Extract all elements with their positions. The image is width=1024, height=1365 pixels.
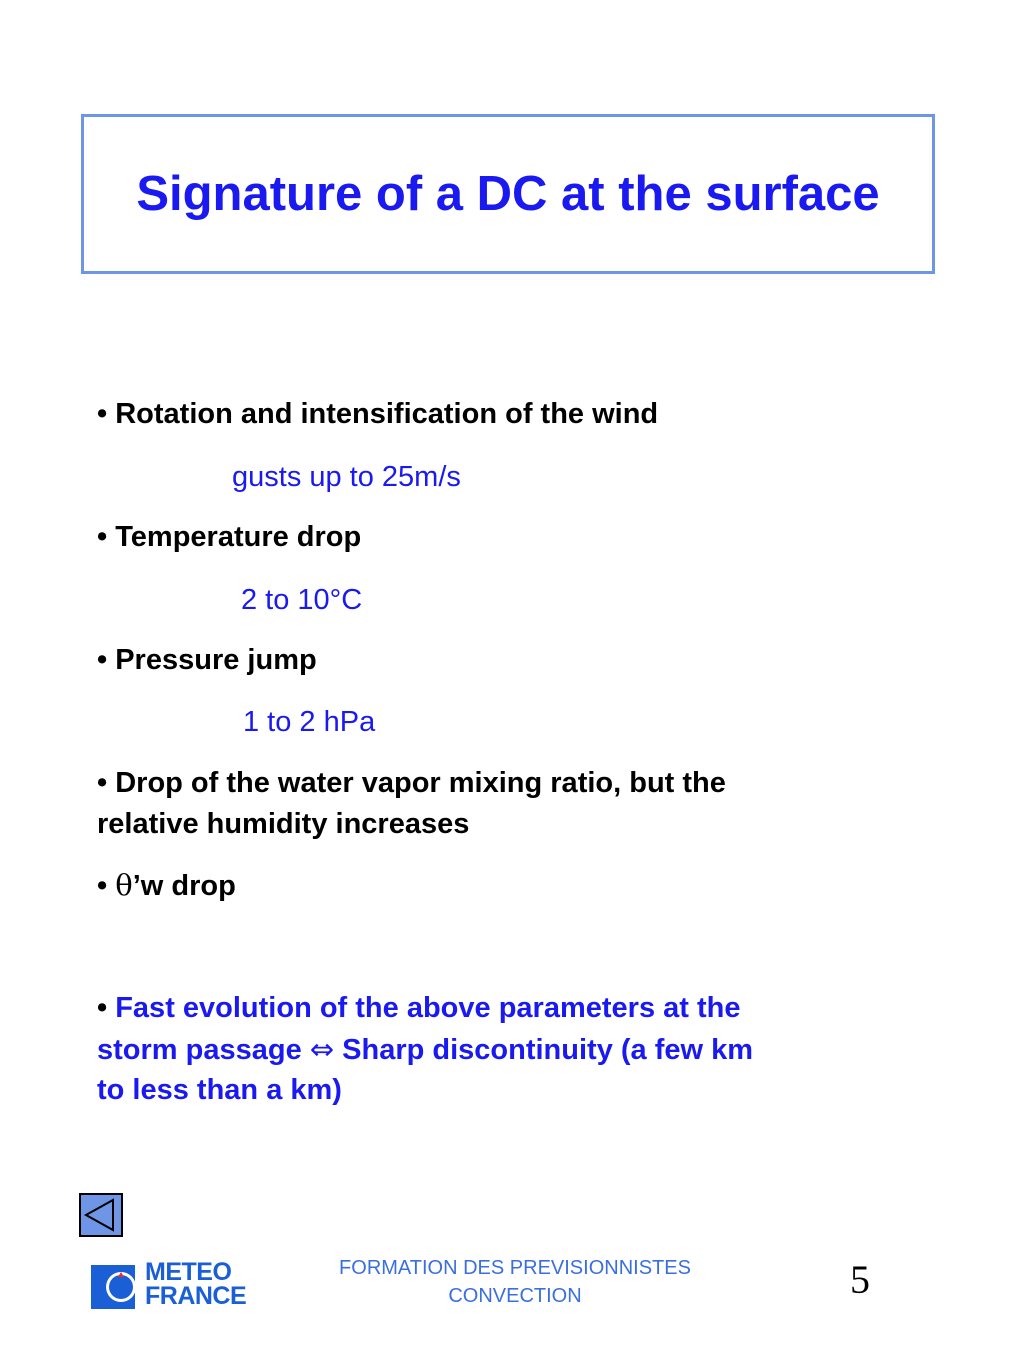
footer-course-topic: CONVECTION	[448, 1285, 582, 1307]
conclusion-text: Sharp discontinuity (a few km	[334, 1034, 754, 1066]
conclusion-line3: to less than a km)	[97, 1074, 342, 1106]
meteo-france-logo	[91, 1258, 251, 1310]
bullet-item-temperature	[97, 517, 361, 558]
triangle-left-icon	[81, 1195, 121, 1235]
logo-text-meteo: METEO	[145, 1258, 232, 1286]
bullet-text: Pressure jump	[115, 644, 317, 676]
bullet-marker: •	[97, 398, 116, 430]
bullet-marker: •	[97, 992, 116, 1024]
theta-symbol: θ	[115, 868, 133, 902]
bullet-item-theta-w	[97, 865, 236, 907]
bullet-marker: •	[97, 521, 116, 553]
bullet-text: ’w drop	[132, 870, 236, 902]
bullet-text-line1: Drop of the water vapor mixing ratio, but the	[115, 767, 726, 799]
page-number: 5	[850, 1257, 870, 1302]
bullet-marker: •	[97, 644, 116, 676]
bullet-marker: •	[97, 870, 116, 902]
conclusion-line1	[97, 988, 740, 1029]
bullet-marker: •	[97, 767, 116, 799]
equivalence-arrow-icon: ⇔	[309, 1032, 335, 1066]
title-frame	[81, 114, 935, 274]
bullet-item-pressure	[97, 640, 317, 681]
bullet-detail-temperature: 2 to 10°C	[241, 584, 363, 616]
bullet-text: Rotation and intensification of the wind	[115, 398, 659, 430]
meteo-france-logo-icon	[91, 1263, 139, 1311]
back-button[interactable]	[79, 1193, 123, 1237]
footer-course-title: FORMATION DES PREVISIONNISTES	[339, 1257, 691, 1279]
conclusion-text: Fast evolution of the above parameters at the	[115, 992, 741, 1024]
bullet-text: Temperature drop	[115, 521, 362, 553]
bullet-item-humidity	[97, 763, 726, 804]
bullet-detail-pressure: 1 to 2 hPa	[243, 706, 376, 738]
conclusion-line2	[97, 1029, 753, 1071]
bullet-item-wind	[97, 394, 658, 435]
conclusion-text: storm passage	[97, 1034, 310, 1066]
bullet-detail-wind: gusts up to 25m/s	[232, 461, 461, 493]
bullet-item-humidity-continued: relative humidity increases	[97, 808, 470, 840]
logo-text-france: FRANCE	[145, 1282, 247, 1310]
slide-title: Signature of a DC at the surface	[136, 167, 880, 221]
